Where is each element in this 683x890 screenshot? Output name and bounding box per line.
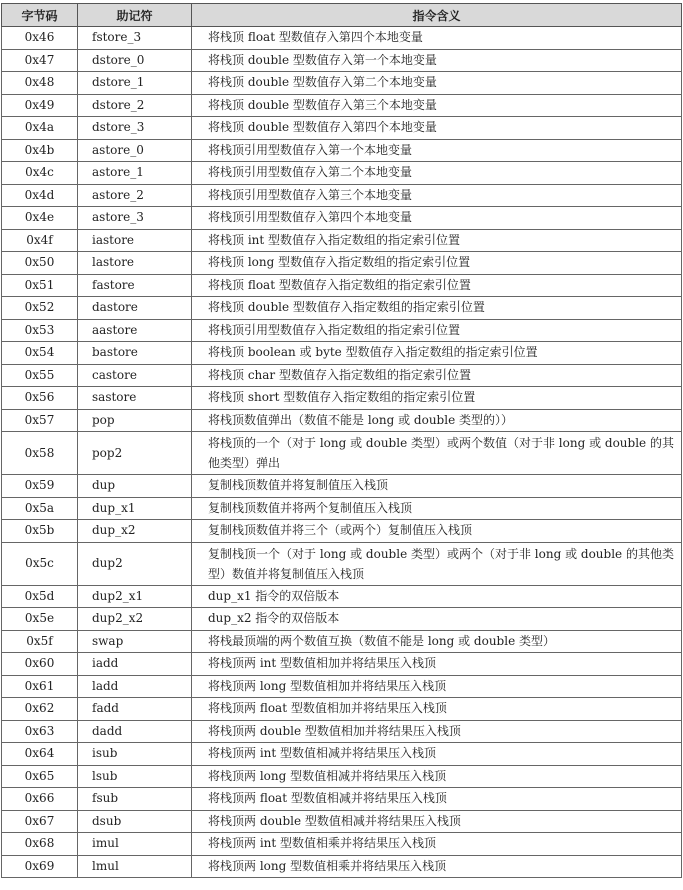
- table-row: [2, 698, 682, 721]
- mnemonic-cell: fsub: [78, 788, 192, 811]
- mnemonic-cell: dup: [78, 475, 192, 498]
- bytecode-cell: 0x65: [2, 765, 78, 788]
- mnemonic-cell: dstore_2: [78, 94, 192, 117]
- meaning-cell: 将栈顶 long 型数值存入指定数组的指定索引位置: [192, 252, 682, 275]
- bytecode-cell: 0x4c: [2, 162, 78, 185]
- meaning-cell: 将栈顶引用型数值存入指定数组的指定索引位置: [192, 319, 682, 342]
- bytecode-cell: 0x54: [2, 342, 78, 365]
- mnemonic-cell: pop2: [78, 432, 192, 475]
- bytecode-cell: 0x47: [2, 49, 78, 72]
- table-body: [2, 27, 682, 878]
- table-row: [2, 274, 682, 297]
- header-bytecode: 字节码: [2, 4, 78, 27]
- mnemonic-cell: dup2_x2: [78, 608, 192, 631]
- mnemonic-cell: lmul: [78, 855, 192, 878]
- table-row: [2, 229, 682, 252]
- mnemonic-cell: iastore: [78, 229, 192, 252]
- table-row: [2, 94, 682, 117]
- meaning-cell: dup_x1 指令的双倍版本: [192, 585, 682, 608]
- meaning-cell: 将栈顶两 float 型数值相加并将结果压入栈顶: [192, 698, 682, 721]
- table-row: [2, 342, 682, 365]
- bytecode-cell: 0x62: [2, 698, 78, 721]
- mnemonic-cell: sastore: [78, 387, 192, 410]
- table-row: [2, 675, 682, 698]
- bytecode-cell: 0x50: [2, 252, 78, 275]
- mnemonic-cell: lastore: [78, 252, 192, 275]
- meaning-cell: 将栈顶 short 型数值存入指定数组的指定索引位置: [192, 387, 682, 410]
- meaning-cell: 将栈顶引用型数值存入第一个本地变量: [192, 139, 682, 162]
- bytecode-cell: 0x51: [2, 274, 78, 297]
- bytecode-cell: 0x69: [2, 855, 78, 878]
- bytecode-cell: 0x59: [2, 475, 78, 498]
- table-row: [2, 387, 682, 410]
- meaning-cell: 将栈顶两 int 型数值相乘并将结果压入栈顶: [192, 833, 682, 856]
- table-row: [2, 653, 682, 676]
- table-row: [2, 833, 682, 856]
- table-row: [2, 432, 682, 475]
- table-row: [2, 72, 682, 95]
- table-row: [2, 162, 682, 185]
- bytecode-cell: 0x5a: [2, 497, 78, 520]
- mnemonic-cell: dsub: [78, 810, 192, 833]
- bytecode-cell: 0x49: [2, 94, 78, 117]
- mnemonic-cell: dup_x1: [78, 497, 192, 520]
- bytecode-cell: 0x66: [2, 788, 78, 811]
- meaning-cell: 将栈顶的一个（对于 long 或 double 类型）或两个数值（对于非 long 或 double 的其他类型）弹出: [192, 432, 682, 475]
- mnemonic-cell: astore_3: [78, 207, 192, 230]
- table-row: [2, 855, 682, 878]
- mnemonic-cell: dup_x2: [78, 520, 192, 543]
- header-mnemonic: 助记符: [78, 4, 192, 27]
- mnemonic-cell: dstore_3: [78, 117, 192, 140]
- bytecode-cell: 0x64: [2, 743, 78, 766]
- meaning-cell: 将栈顶 double 型数值存入第二个本地变量: [192, 72, 682, 95]
- mnemonic-cell: dastore: [78, 297, 192, 320]
- bytecode-cell: 0x5b: [2, 520, 78, 543]
- meaning-cell: 将栈顶 float 型数值存入第四个本地变量: [192, 27, 682, 50]
- bytecode-cell: 0x60: [2, 653, 78, 676]
- mnemonic-cell: aastore: [78, 319, 192, 342]
- meaning-cell: 将栈顶两 long 型数值相乘并将结果压入栈顶: [192, 855, 682, 878]
- meaning-cell: 将栈顶引用型数值存入第四个本地变量: [192, 207, 682, 230]
- table-row: [2, 497, 682, 520]
- bytecode-cell: 0x67: [2, 810, 78, 833]
- table-row: [2, 630, 682, 653]
- bytecode-cell: 0x58: [2, 432, 78, 475]
- meaning-cell: 将栈顶 char 型数值存入指定数组的指定索引位置: [192, 364, 682, 387]
- bytecode-cell: 0x4a: [2, 117, 78, 140]
- meaning-cell: 将栈顶 double 型数值存入第一个本地变量: [192, 49, 682, 72]
- table-row: [2, 49, 682, 72]
- meaning-cell: 复制栈顶数值并将复制值压入栈顶: [192, 475, 682, 498]
- table-row: [2, 207, 682, 230]
- table-row: [2, 542, 682, 585]
- meaning-cell: 将栈顶两 int 型数值相减并将结果压入栈顶: [192, 743, 682, 766]
- mnemonic-cell: imul: [78, 833, 192, 856]
- table-row: [2, 520, 682, 543]
- bytecode-cell: 0x48: [2, 72, 78, 95]
- meaning-cell: 将栈顶 float 型数值存入指定数组的指定索引位置: [192, 274, 682, 297]
- table-row: [2, 765, 682, 788]
- table-row: [2, 117, 682, 140]
- bytecode-cell: 0x52: [2, 297, 78, 320]
- mnemonic-cell: fastore: [78, 274, 192, 297]
- table-row: [2, 810, 682, 833]
- meaning-cell: 将栈顶两 float 型数值相减并将结果压入栈顶: [192, 788, 682, 811]
- meaning-cell: 将栈顶 double 型数值存入第四个本地变量: [192, 117, 682, 140]
- mnemonic-cell: astore_0: [78, 139, 192, 162]
- bytecode-cell: 0x56: [2, 387, 78, 410]
- bytecode-cell: 0x57: [2, 409, 78, 432]
- mnemonic-cell: isub: [78, 743, 192, 766]
- bytecode-cell: 0x4f: [2, 229, 78, 252]
- mnemonic-cell: dup2_x1: [78, 585, 192, 608]
- mnemonic-cell: castore: [78, 364, 192, 387]
- bytecode-cell: 0x5d: [2, 585, 78, 608]
- meaning-cell: dup_x2 指令的双倍版本: [192, 608, 682, 631]
- table-row: [2, 743, 682, 766]
- table-row: [2, 608, 682, 631]
- meaning-cell: 将栈顶 double 型数值存入指定数组的指定索引位置: [192, 297, 682, 320]
- meaning-cell: 复制栈顶一个（对于 long 或 double 类型）或两个（对于非 long 或 double 的其他类型）数值并将复制值压入栈顶: [192, 542, 682, 585]
- bytecode-cell: 0x5f: [2, 630, 78, 653]
- bytecode-table: [1, 3, 682, 878]
- table-row: [2, 720, 682, 743]
- meaning-cell: 将栈顶两 double 型数值相减并将结果压入栈顶: [192, 810, 682, 833]
- bytecode-cell: 0x53: [2, 319, 78, 342]
- mnemonic-cell: dstore_1: [78, 72, 192, 95]
- mnemonic-cell: fstore_3: [78, 27, 192, 50]
- meaning-cell: 将栈顶两 long 型数值相减并将结果压入栈顶: [192, 765, 682, 788]
- mnemonic-cell: ladd: [78, 675, 192, 698]
- bytecode-cell: 0x61: [2, 675, 78, 698]
- bytecode-cell: 0x46: [2, 27, 78, 50]
- table-row: [2, 364, 682, 387]
- bytecode-cell: 0x55: [2, 364, 78, 387]
- meaning-cell: 将栈顶引用型数值存入第二个本地变量: [192, 162, 682, 185]
- table-row: [2, 788, 682, 811]
- meaning-cell: 将栈顶两 double 型数值相加并将结果压入栈顶: [192, 720, 682, 743]
- mnemonic-cell: swap: [78, 630, 192, 653]
- meaning-cell: 复制栈顶数值并将两个复制值压入栈顶: [192, 497, 682, 520]
- mnemonic-cell: dstore_0: [78, 49, 192, 72]
- mnemonic-cell: iadd: [78, 653, 192, 676]
- mnemonic-cell: dadd: [78, 720, 192, 743]
- bytecode-cell: 0x5c: [2, 542, 78, 585]
- meaning-cell: 将栈顶数值弹出（数值不能是 long 或 double 类型的））: [192, 409, 682, 432]
- mnemonic-cell: dup2: [78, 542, 192, 585]
- bytecode-cell: 0x4d: [2, 184, 78, 207]
- meaning-cell: 将栈顶两 long 型数值相加并将结果压入栈顶: [192, 675, 682, 698]
- mnemonic-cell: lsub: [78, 765, 192, 788]
- bytecode-cell: 0x5e: [2, 608, 78, 631]
- bytecode-table-container: [1, 3, 681, 878]
- meaning-cell: 将栈顶 int 型数值存入指定数组的指定索引位置: [192, 229, 682, 252]
- mnemonic-cell: fadd: [78, 698, 192, 721]
- table-row: [2, 252, 682, 275]
- table-row: [2, 27, 682, 50]
- mnemonic-cell: astore_2: [78, 184, 192, 207]
- bytecode-cell: 0x68: [2, 833, 78, 856]
- mnemonic-cell: bastore: [78, 342, 192, 365]
- table-row: [2, 409, 682, 432]
- meaning-cell: 将栈顶两 int 型数值相加并将结果压入栈顶: [192, 653, 682, 676]
- mnemonic-cell: astore_1: [78, 162, 192, 185]
- meaning-cell: 复制栈顶数值并将三个（或两个）复制值压入栈顶: [192, 520, 682, 543]
- table-row: [2, 297, 682, 320]
- table-row: [2, 139, 682, 162]
- meaning-cell: 将栈顶 double 型数值存入第三个本地变量: [192, 94, 682, 117]
- meaning-cell: 将栈最顶端的两个数值互换（数值不能是 long 或 double 类型）: [192, 630, 682, 653]
- table-row: [2, 585, 682, 608]
- meaning-cell: 将栈顶 boolean 或 byte 型数值存入指定数组的指定索引位置: [192, 342, 682, 365]
- table-header-row: [2, 4, 682, 27]
- table-row: [2, 475, 682, 498]
- header-meaning: 指令含义: [192, 4, 682, 27]
- bytecode-cell: 0x4e: [2, 207, 78, 230]
- bytecode-cell: 0x4b: [2, 139, 78, 162]
- bytecode-cell: 0x63: [2, 720, 78, 743]
- mnemonic-cell: pop: [78, 409, 192, 432]
- meaning-cell: 将栈顶引用型数值存入第三个本地变量: [192, 184, 682, 207]
- table-row: [2, 319, 682, 342]
- table-row: [2, 184, 682, 207]
